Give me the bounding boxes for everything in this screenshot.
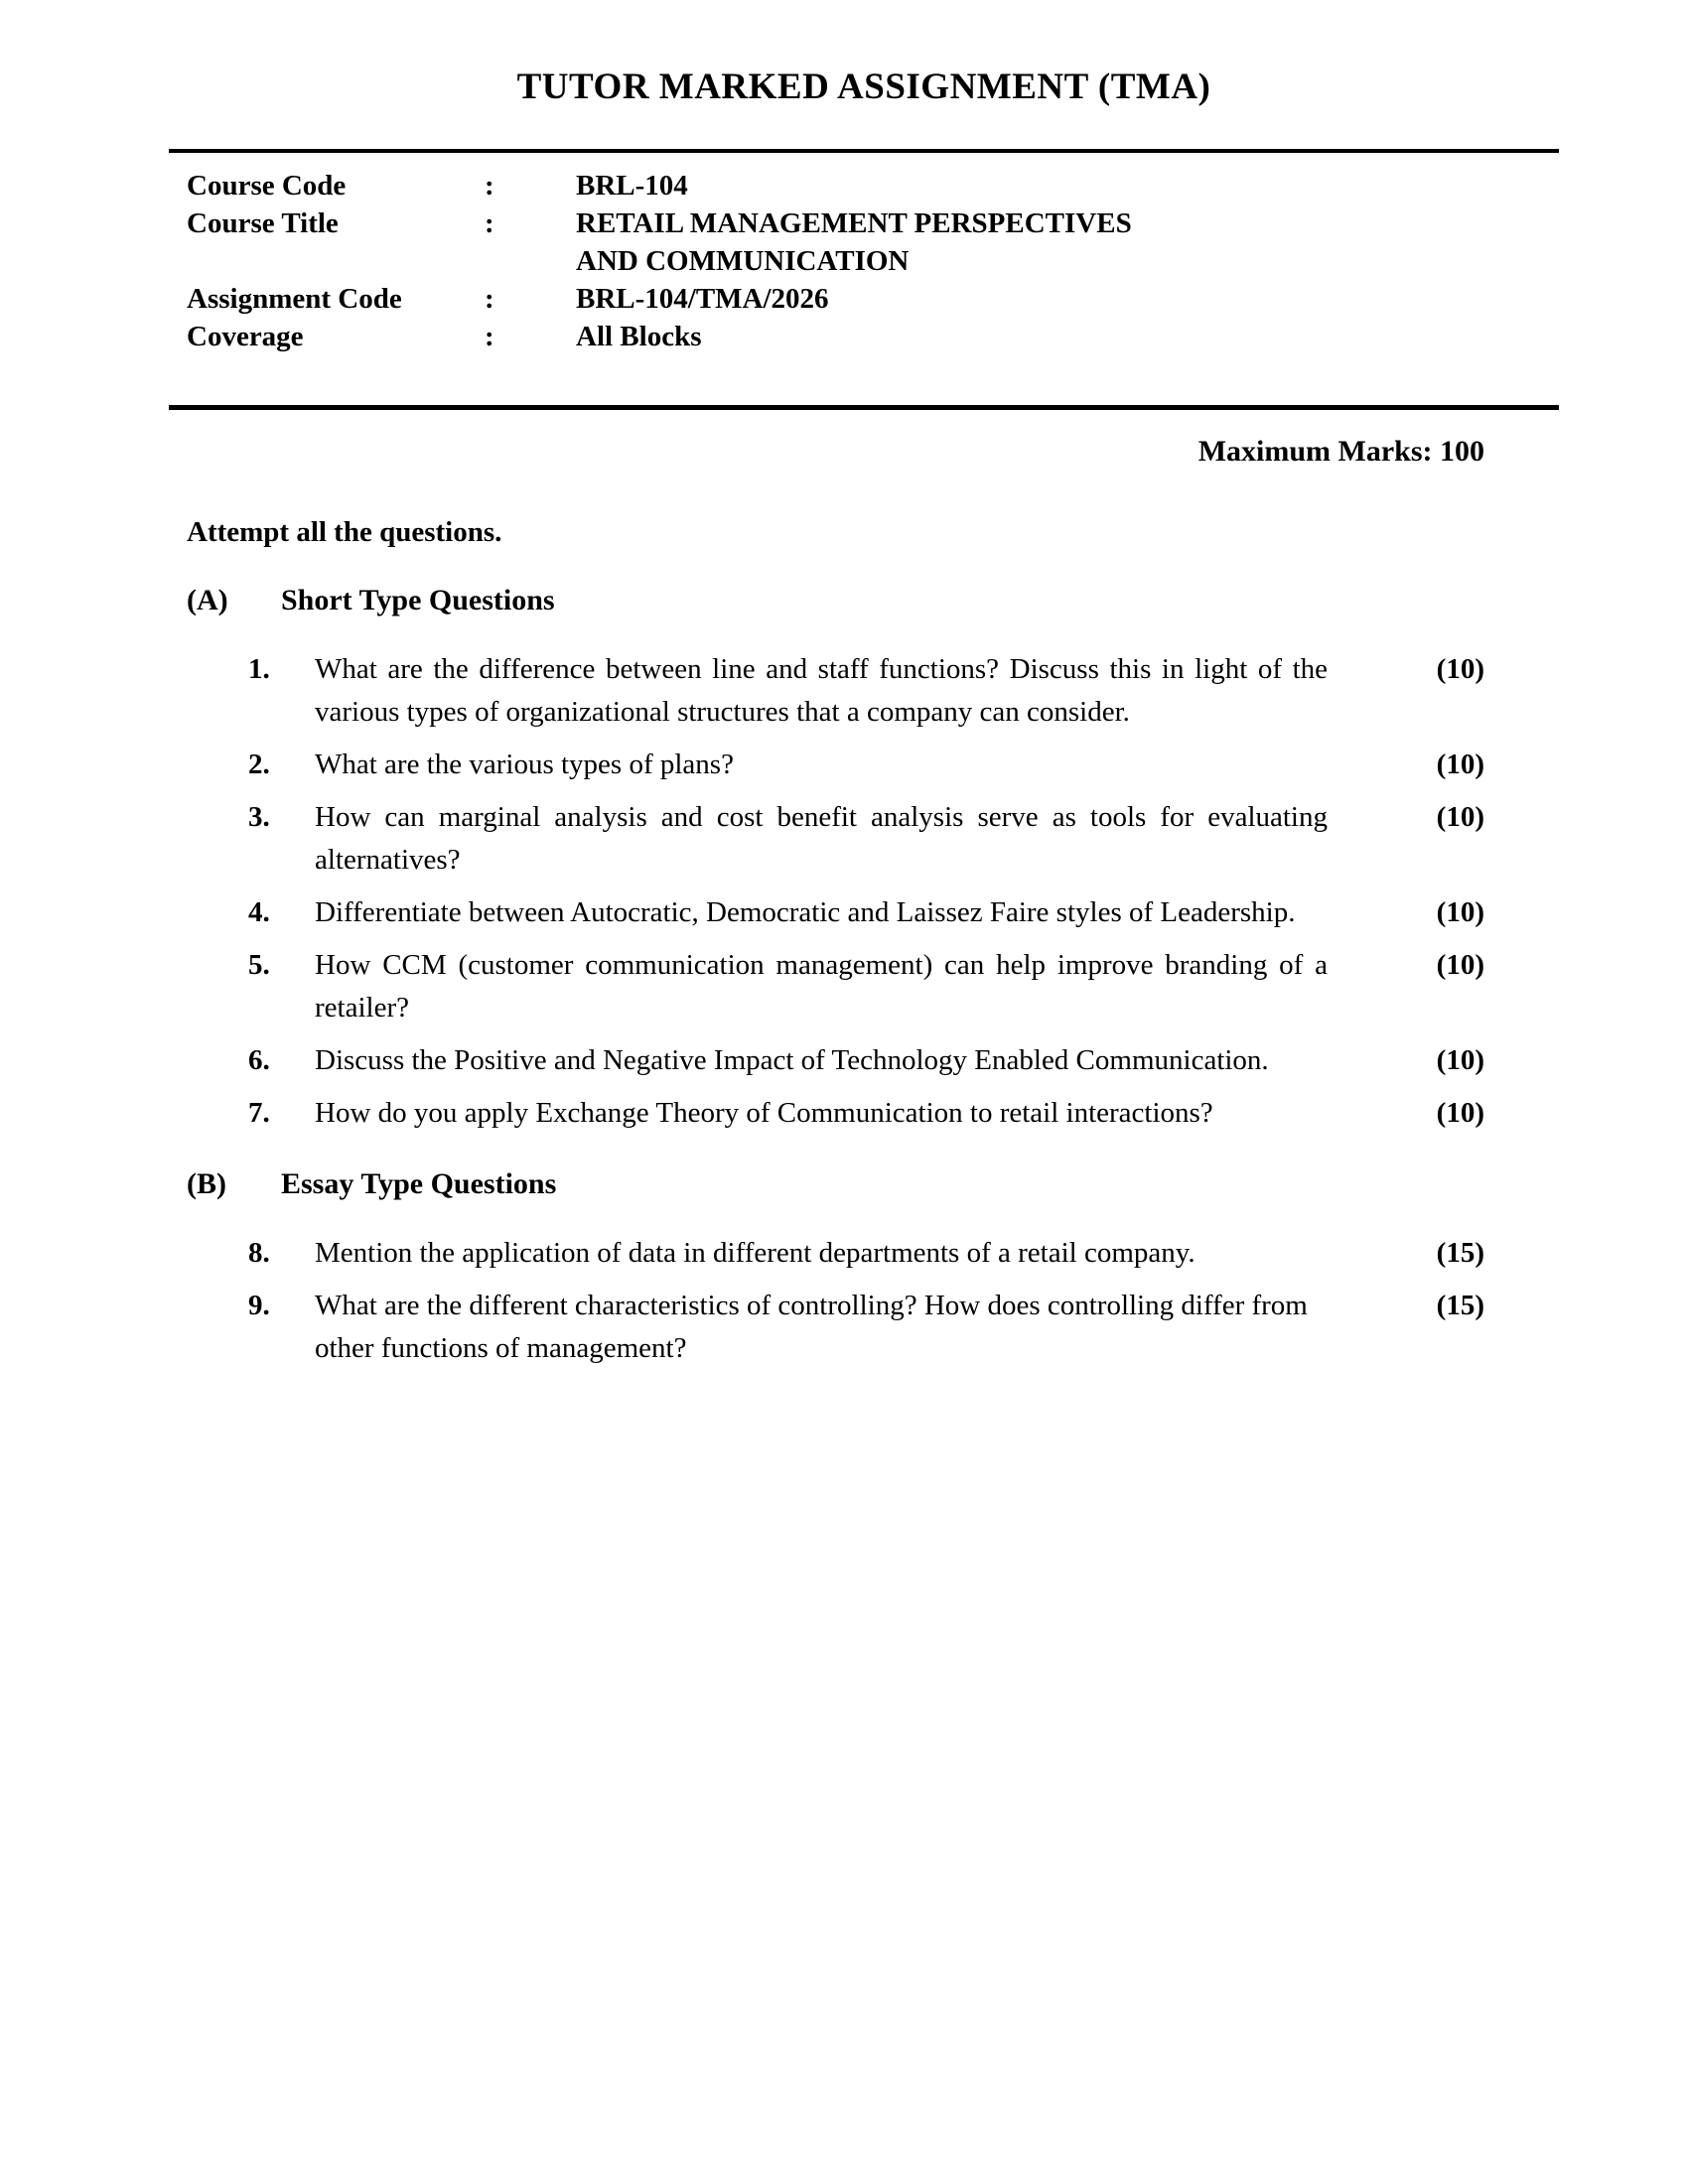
question-marks: (10)	[1436, 1044, 1484, 1077]
meta-row	[187, 280, 1559, 318]
mid-horizontal-rule	[169, 405, 1559, 410]
question-row	[248, 1232, 1559, 1275]
question-row	[248, 744, 1559, 786]
question-number: 6.	[248, 1044, 270, 1077]
meta-value: All Blocks	[576, 321, 702, 353]
document-content	[0, 66, 1688, 1370]
question-number: 9.	[248, 1290, 270, 1322]
question-text: Discuss the Positive and Negative Impact of Technology Enabled Communication.	[315, 1044, 1269, 1077]
question-row	[248, 1092, 1559, 1135]
question-marks: (10)	[1436, 749, 1484, 781]
question-text: How can marginal analysis and cost benefit analysis serve as tools for evaluating alternatives?	[315, 801, 1328, 877]
question-number: 7.	[248, 1097, 270, 1130]
question-marks: (10)	[1436, 949, 1484, 982]
question-section	[169, 1164, 1559, 1370]
meta-label: Assignment Code	[187, 283, 402, 316]
question-row	[248, 796, 1559, 882]
question-marks: (10)	[1436, 653, 1484, 686]
question-number: 3.	[248, 801, 270, 834]
question-number: 5.	[248, 949, 270, 982]
page-title: TUTOR MARKED ASSIGNMENT (TMA)	[516, 67, 1211, 107]
meta-separator: :	[485, 321, 494, 353]
section-title: Short Type Questions	[281, 584, 555, 617]
meta-separator: :	[485, 207, 494, 240]
question-text: What are the difference between line and staff functions? Discuss this in light of the various types of organizational structures that a company can consider.	[315, 653, 1328, 729]
meta-row	[187, 318, 1559, 355]
question-text: Differentiate between Autocratic, Democratic and Laissez Faire styles of Leadership.	[315, 896, 1296, 929]
maximum-marks-label: Maximum Marks: 100	[1197, 435, 1484, 469]
question-text: What are the different characteristics of controlling? How does controlling differ from other functions of management?	[315, 1290, 1308, 1365]
question-number: 1.	[248, 653, 270, 686]
section-id: (A)	[187, 584, 228, 617]
question-marks: (15)	[1436, 1290, 1484, 1322]
section-title: Essay Type Questions	[281, 1167, 557, 1201]
meta-value: RETAIL MANAGEMENT PERSPECTIVES AND COMMUNICATION	[576, 207, 1132, 278]
section-id: (B)	[187, 1167, 226, 1201]
question-list	[248, 1232, 1559, 1370]
meta-separator: :	[485, 170, 494, 203]
question-marks: (10)	[1436, 1097, 1484, 1130]
meta-separator: :	[485, 283, 494, 316]
question-text: What are the various types of plans?	[315, 749, 734, 781]
question-row	[248, 1285, 1559, 1370]
section-heading	[187, 581, 1559, 620]
meta-row	[187, 167, 1559, 205]
attempt-instruction: Attempt all the questions.	[187, 516, 502, 549]
meta-value: BRL-104/TMA/2026	[576, 283, 829, 316]
question-marks: (10)	[1436, 801, 1484, 834]
question-number: 4.	[248, 896, 270, 929]
meta-row	[187, 205, 1559, 280]
meta-label: Coverage	[187, 321, 304, 353]
meta-value: BRL-104	[576, 170, 688, 203]
question-text: How CCM (customer communication management) can help improve branding of a retailer?	[315, 949, 1328, 1024]
question-row	[248, 1039, 1559, 1082]
meta-label: Course Code	[187, 170, 347, 203]
question-number: 2.	[248, 749, 270, 781]
course-meta-block	[187, 167, 1559, 355]
question-row	[248, 944, 1559, 1029]
question-list	[248, 648, 1559, 1135]
question-marks: (15)	[1436, 1237, 1484, 1270]
question-sections	[169, 581, 1559, 1370]
question-row	[248, 648, 1559, 734]
question-section	[169, 581, 1559, 1135]
question-text: Mention the application of data in different departments of a retail company.	[315, 1237, 1196, 1270]
top-horizontal-rule	[169, 149, 1559, 153]
question-row	[248, 891, 1559, 934]
section-heading	[187, 1164, 1559, 1204]
question-number: 8.	[248, 1237, 270, 1270]
meta-label: Course Title	[187, 207, 339, 240]
question-marks: (10)	[1436, 896, 1484, 929]
question-text: How do you apply Exchange Theory of Communication to retail interactions?	[315, 1097, 1213, 1130]
